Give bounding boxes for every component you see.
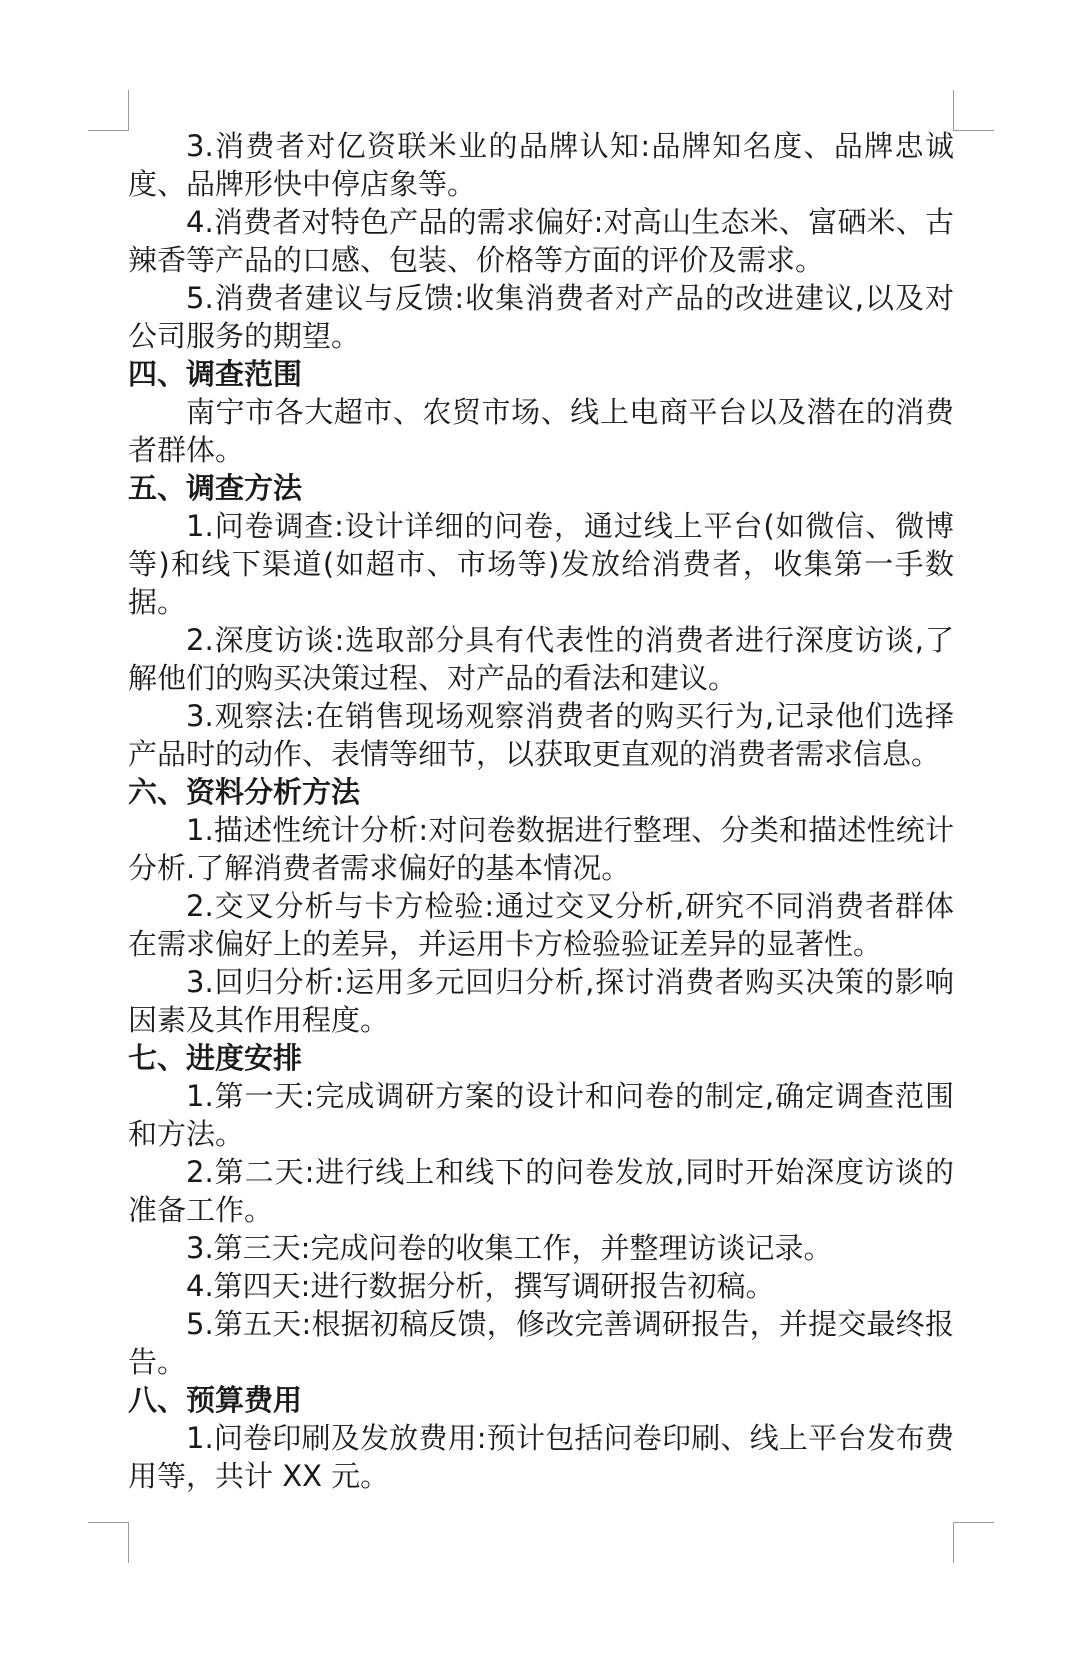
paragraph-day-four: 4.第四天:进行数据分析，撰写调研报告初稿。 xyxy=(186,1269,775,1303)
section-heading-budget: 八、预算费用 xyxy=(128,1383,303,1417)
paragraph-day-five: 5.第五天:根据初稿反馈，修改完善调研报告，并提交最终报告。 xyxy=(128,1307,954,1379)
paragraph-regression: 3.回归分析:运用多元回归分析,探讨消费者购买决策的影响因素及其作用程度。 xyxy=(128,965,954,1037)
paragraph-questionnaire: 1.问卷调查:设计详细的问卷，通过线上平台(如微信、微博等)和线下渠道(如超市、市场等)发放给消费者，收集第一手数据。 xyxy=(128,509,954,619)
section-heading-scope: 四、调查范围 xyxy=(128,357,303,391)
paragraph-day-two: 2.第二天:进行线上和线下的问卷发放,同时开始深度访谈的准备工作。 xyxy=(128,1155,954,1227)
section-heading-analysis: 六、资料分析方法 xyxy=(128,775,361,809)
paragraph-day-one: 1.第一天:完成调研方案的设计和问卷的制定,确定调查范围和方法。 xyxy=(128,1079,954,1151)
paragraph-printing-cost: 1.问卷印刷及发放费用:预计包括问卷印刷、线上平台发布费用等，共计 XX 元。 xyxy=(128,1421,954,1493)
section-heading-methods: 五、调查方法 xyxy=(128,471,303,505)
paragraph-product-preference: 4.消费者对特色产品的需求偏好:对高山生态米、富硒米、古辣香等产品的口感、包装、价格等方面的评价及需求。 xyxy=(128,205,954,277)
paragraph-brand-awareness: 3.消费者对亿资联米业的品牌认知:品牌知名度、品牌忠诚度、品牌形快中停店象等。 xyxy=(128,129,954,201)
page-corner-mark-bottom-left xyxy=(88,1522,129,1563)
page-corner-mark-bottom-right xyxy=(953,1522,994,1563)
document-body xyxy=(128,127,954,1495)
page-corner-mark-top-right xyxy=(953,90,994,131)
paragraph-day-three: 3.第三天:完成问卷的收集工作，并整理访谈记录。 xyxy=(186,1231,833,1265)
paragraph-feedback: 5.消费者建议与反馈:收集消费者对产品的改进建议,以及对公司服务的期望。 xyxy=(128,281,954,353)
paragraph-descriptive-stats: 1.描述性统计分析:对问卷数据进行整理、分类和描述性统计分析.了解消费者需求偏好的基本情况。 xyxy=(128,813,954,885)
paragraph-cross-analysis: 2.交叉分析与卡方检验:通过交叉分析,研究不同消费者群体在需求偏好上的差异，并运用卡方检验验证差异的显著性。 xyxy=(128,889,954,961)
paragraph-interview: 2.深度访谈:选取部分具有代表性的消费者进行深度访谈,了解他们的购买决策过程、对产品的看法和建议。 xyxy=(128,623,954,695)
page-corner-mark-top-left xyxy=(88,90,129,131)
paragraph-scope: 南宁市各大超市、农贸市场、线上电商平台以及潜在的消费者群体。 xyxy=(128,395,954,467)
paragraph-observation: 3.观察法:在销售现场观察消费者的购买行为,记录他们选择产品时的动作、表情等细节，以获取更直观的消费者需求信息。 xyxy=(128,699,954,771)
section-heading-schedule: 七、进度安排 xyxy=(128,1041,303,1075)
